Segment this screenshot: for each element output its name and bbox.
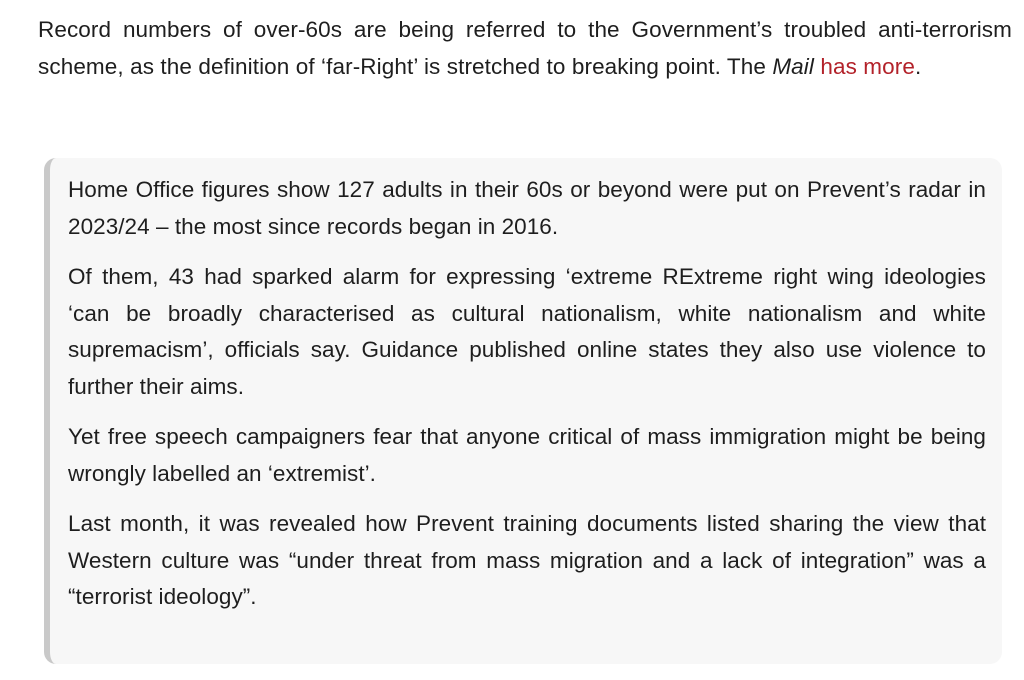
publication-name: Mail [772, 53, 814, 79]
has-more-link[interactable]: has more [820, 53, 915, 79]
blockquote [44, 158, 1002, 664]
quote-paragraph-3: Yet free speech campaigners fear that anyone critical of mass immigration might be being wrongly labelled an ‘extremist’. [68, 424, 986, 486]
quote-paragraph-2: Of them, 43 had sparked alarm for expressing ‘extreme RExtreme right wing ideologies ‘can be broadly characterised as cultural nationalism, white nationalism and white supremacism’, officials say. Guidance published online states they also use violence to further their aims. [68, 264, 986, 399]
intro-period: . [914, 53, 922, 79]
quote-paragraph-4: Last month, it was revealed how Prevent training documents listed sharing the view that Western culture was “under threat from mass migration and a lack of integration” was a “terrorist ideology”. [68, 511, 986, 609]
intro-text: Record numbers of over-60s are being referred to the Government’s troubled anti-terrorism scheme, as the definition of ‘far-Right’ is stretched to breaking point. The [38, 17, 1012, 79]
quote-paragraph-1: Home Office figures show 127 adults in their 60s or beyond were put on Prevent’s radar in 2023/24 – the most since records began in 2016. [68, 177, 986, 239]
intro-paragraph [38, 12, 1012, 85]
